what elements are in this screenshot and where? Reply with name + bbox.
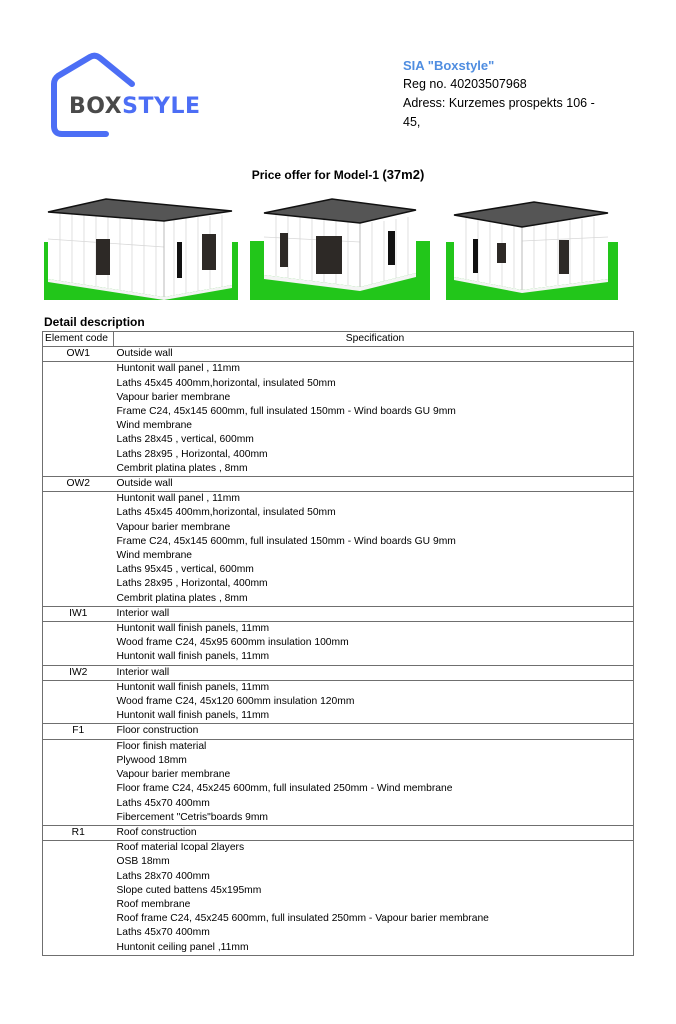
element-code: IW1 xyxy=(43,606,114,621)
specification-item: Floor finish material xyxy=(114,739,634,754)
column-header-element-code: Element code xyxy=(43,332,114,347)
specification-item: Laths 95x45 , vertical, 600mm xyxy=(116,564,254,576)
element-code-empty xyxy=(43,912,114,926)
element-code-empty xyxy=(43,695,114,709)
specification-item: Huntonit wall panel , 11mm xyxy=(114,492,634,507)
element-code-empty xyxy=(43,433,114,447)
boxstyle-logo xyxy=(50,52,220,140)
element-code-empty xyxy=(43,870,114,884)
table-row xyxy=(43,419,634,433)
element-code-empty xyxy=(43,462,114,477)
table-row-group-f1 xyxy=(43,724,634,739)
specification-item: Wood frame C24, 45x95 600mm insulation 100mm xyxy=(116,637,349,649)
specification-item: Huntonit wall finish panels, 11mm xyxy=(114,622,634,637)
company-reg-number: Reg no. 40203507968 xyxy=(403,77,527,91)
table-row xyxy=(43,870,634,884)
table-row xyxy=(43,448,634,462)
table-row xyxy=(43,506,634,520)
table-header-row xyxy=(43,332,634,347)
specification-item: Huntonit wall finish panels, 11mm xyxy=(116,651,270,663)
element-code-empty xyxy=(43,926,114,940)
specification-item: Vapour barier membrane xyxy=(116,769,231,781)
table-row xyxy=(43,797,634,811)
logo-wordmark xyxy=(69,94,201,119)
specification-item: Huntonit wall finish panels, 11mm xyxy=(116,710,270,722)
table-row xyxy=(43,549,634,563)
element-code-empty xyxy=(43,739,114,754)
offer-area: (37m2) xyxy=(382,167,425,182)
element-code-empty xyxy=(43,506,114,520)
specification-item: OSB 18mm xyxy=(116,856,170,868)
table-row-group-ow2 xyxy=(43,477,634,492)
specification-item: Vapour barier membrane xyxy=(116,521,231,533)
element-code-empty xyxy=(43,636,114,650)
element-code: IW2 xyxy=(43,665,114,680)
table-row xyxy=(43,636,634,650)
element-code-empty xyxy=(43,419,114,433)
table-row xyxy=(43,782,634,796)
table-row-group-ow1 xyxy=(43,347,634,362)
offer-title xyxy=(0,167,676,182)
detail-description-heading: Detail description xyxy=(44,315,145,329)
specification-item: Laths 28x95 , Horizontal, 400mm xyxy=(116,448,268,460)
company-name: SIA "Boxstyle" xyxy=(403,58,495,73)
table-row xyxy=(43,855,634,869)
table-row xyxy=(43,841,634,856)
table-row xyxy=(43,405,634,419)
house-render-1 xyxy=(44,197,238,300)
table-row xyxy=(43,680,634,695)
element-title: Outside wall xyxy=(114,477,634,492)
specification-item: Laths 28x95 , Horizontal, 400mm xyxy=(116,578,268,590)
logo-text-style: STYLE xyxy=(122,94,201,119)
element-code-empty xyxy=(43,941,114,956)
specification-item: Floor frame C24, 45x245 600mm, full insulated 250mm - Wind membrane xyxy=(116,783,453,795)
table-row xyxy=(43,811,634,826)
element-code-empty xyxy=(43,841,114,856)
specification-item: Laths 45x70 400mm xyxy=(116,927,210,939)
element-code: OW2 xyxy=(43,477,114,492)
specification-item: Wind membrane xyxy=(116,420,193,432)
element-code-empty xyxy=(43,535,114,549)
element-code-empty xyxy=(43,797,114,811)
element-code-empty xyxy=(43,754,114,768)
table-row xyxy=(43,709,634,724)
element-code-empty xyxy=(43,898,114,912)
element-code-empty xyxy=(43,884,114,898)
element-code-empty xyxy=(43,549,114,563)
offer-title-text: Price offer for Model-1 xyxy=(251,168,383,182)
element-title: Roof construction xyxy=(114,825,634,840)
table-row xyxy=(43,592,634,607)
specification-item: Huntonit ceiling panel ,11mm xyxy=(114,941,634,956)
table-row-group-iw2 xyxy=(43,665,634,680)
element-code-empty xyxy=(43,492,114,507)
element-code-empty xyxy=(43,855,114,869)
specification-item: Cembrit platina plates , 8mm xyxy=(116,462,248,474)
specification-item: Laths 45x45 400mm,horizontal, insulated 50mm xyxy=(116,507,336,519)
table-row xyxy=(43,898,634,912)
table-row xyxy=(43,492,634,507)
table-row xyxy=(43,377,634,391)
element-code-empty xyxy=(43,782,114,796)
table-row xyxy=(43,577,634,591)
element-code-empty xyxy=(43,377,114,391)
specification-table xyxy=(42,331,634,956)
house-render-2 xyxy=(250,197,430,300)
table-row xyxy=(43,768,634,782)
column-header-specification: Specification xyxy=(114,332,634,347)
house-render-3 xyxy=(446,197,618,300)
specification-item: Roof frame C24, 45x245 600mm, full insulated 250mm - Vapour barier membrane xyxy=(116,913,489,925)
company-info xyxy=(403,56,603,132)
specification-item: Slope cuted battens 45x195mm xyxy=(116,884,262,896)
table-row xyxy=(43,521,634,535)
specification-item: Laths 45x70 400mm xyxy=(116,797,210,809)
element-code: OW1 xyxy=(43,347,114,362)
element-code-empty xyxy=(43,650,114,665)
specification-item: Frame C24, 45x145 600mm, full insulated 150mm - Wind boards GU 9mm xyxy=(116,535,456,547)
element-code-empty xyxy=(43,391,114,405)
table-row xyxy=(43,362,634,377)
table-row xyxy=(43,462,634,477)
element-code-empty xyxy=(43,768,114,782)
element-title: Interior wall xyxy=(114,606,634,621)
specification-item: Laths 45x45 400mm,horizontal, insulated 50mm xyxy=(116,377,336,389)
table-row xyxy=(43,695,634,709)
table-row xyxy=(43,926,634,940)
specification-item: Wind membrane xyxy=(116,550,193,562)
table-row xyxy=(43,884,634,898)
element-code-empty xyxy=(43,680,114,695)
element-title: Interior wall xyxy=(114,665,634,680)
specification-item: Fibercement "Cetris"boards 9mm xyxy=(116,811,269,823)
specification-item: Laths 28x45 , vertical, 600mm xyxy=(116,434,254,446)
table-row xyxy=(43,391,634,405)
element-code-empty xyxy=(43,592,114,607)
specification-item: Huntonit wall panel , 11mm xyxy=(114,362,634,377)
specification-item: Vapour barier membrane xyxy=(116,391,231,403)
element-code-empty xyxy=(43,405,114,419)
table-row xyxy=(43,563,634,577)
element-code: R1 xyxy=(43,825,114,840)
element-title: Outside wall xyxy=(114,347,634,362)
specification-item: Laths 28x70 400mm xyxy=(116,870,210,882)
element-code-empty xyxy=(43,362,114,377)
table-row xyxy=(43,912,634,926)
element-code-empty xyxy=(43,448,114,462)
table-row xyxy=(43,739,634,754)
table-row-group-r1 xyxy=(43,825,634,840)
company-address-line-2: 45, xyxy=(403,115,421,129)
element-code-empty xyxy=(43,811,114,826)
element-code-empty xyxy=(43,622,114,637)
logo-text-box: BOX xyxy=(69,94,123,119)
table-row xyxy=(43,754,634,768)
table-row-group-iw1 xyxy=(43,606,634,621)
specification-item: Roof material Icopal 2layers xyxy=(114,841,634,856)
element-code-empty xyxy=(43,563,114,577)
specification-item: Plywood 18mm xyxy=(116,754,187,766)
specification-item: Roof membrane xyxy=(116,898,191,910)
element-code-empty xyxy=(43,709,114,724)
company-address-line-1: Adress: Kurzemes prospekts 106 - xyxy=(403,96,595,110)
table-row xyxy=(43,622,634,637)
specification-item: Huntonit wall finish panels, 11mm xyxy=(114,680,634,695)
table-row xyxy=(43,941,634,956)
element-code-empty xyxy=(43,521,114,535)
table-row xyxy=(43,650,634,665)
element-code-empty xyxy=(43,577,114,591)
specification-item: Wood frame C24, 45x120 600mm insulation 120mm xyxy=(116,696,355,708)
specification-item: Cembrit platina plates , 8mm xyxy=(116,592,248,604)
specification-item: Frame C24, 45x145 600mm, full insulated 150mm - Wind boards GU 9mm xyxy=(116,406,456,418)
element-code: F1 xyxy=(43,724,114,739)
table-row xyxy=(43,433,634,447)
element-title: Floor construction xyxy=(114,724,634,739)
table-row xyxy=(43,535,634,549)
